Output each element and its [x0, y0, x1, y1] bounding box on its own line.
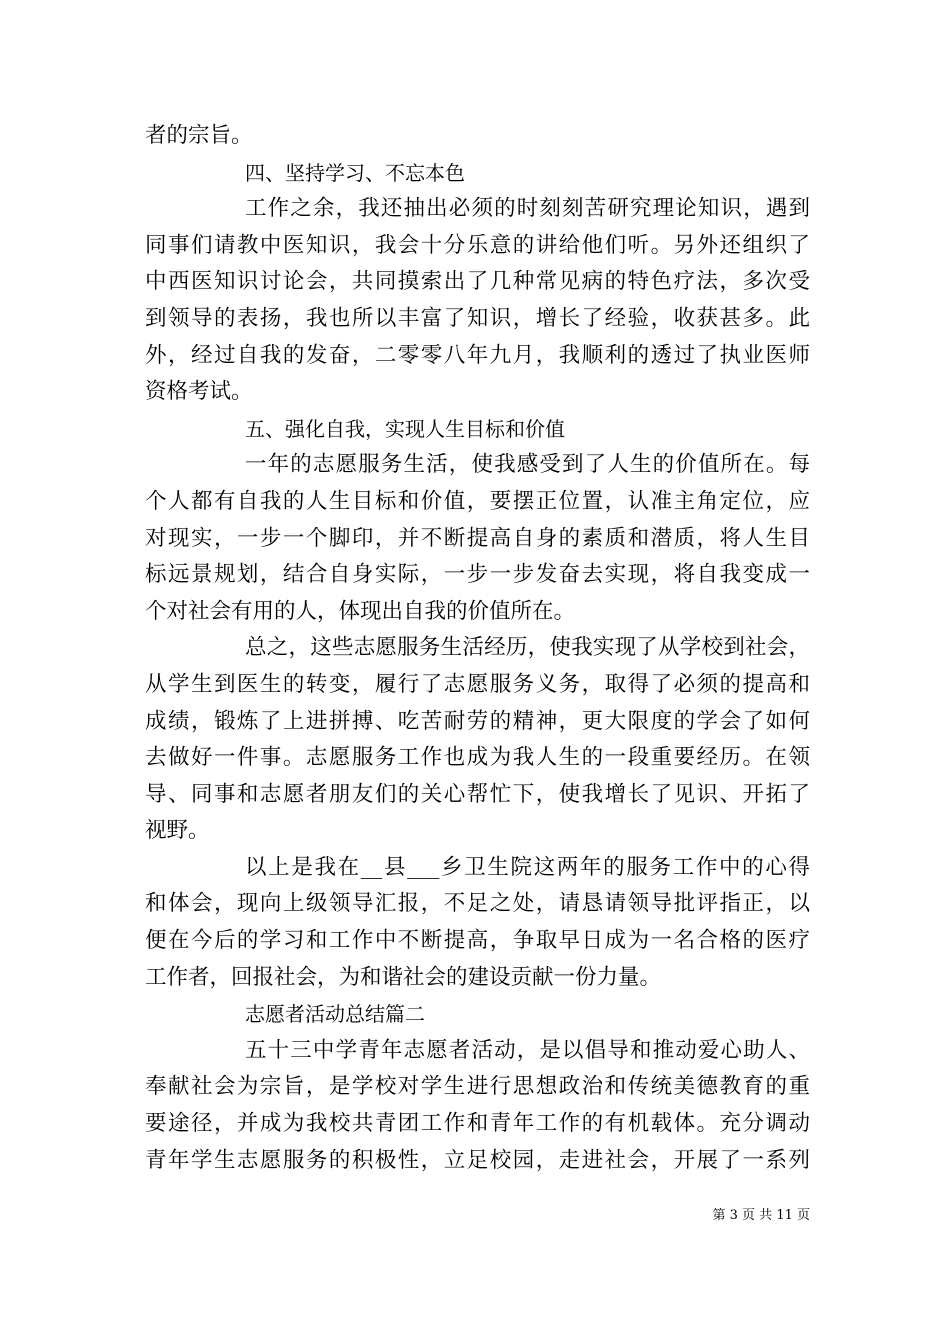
text-line: 工作者，回报社会，为和谐社会的建设贡献一份力量。 — [145, 964, 662, 990]
section-heading: 志愿者活动总结篇二 — [245, 1002, 425, 1027]
text-line: 要途径，并成为我校共青团工作和青年工作的有机载体。充分调动 — [145, 1111, 810, 1137]
text-line: 视野。 — [145, 818, 210, 844]
text-line: 资格考试。 — [145, 379, 253, 405]
text-line: 导、同事和志愿者朋友们的关心帮忙下，使我增长了见识、开拓了 — [145, 781, 810, 807]
text-line: 奉献社会为宗旨，是学校对学生进行思想政治和传统美德教育的重 — [145, 1074, 810, 1100]
text-line: 便在今后的学习和工作中不断提高，争取早日成为一名合格的医疗 — [145, 928, 810, 954]
text-line: 对现实，一步一个脚印，并不断提高自身的素质和潜质，将人生目 — [145, 525, 810, 551]
text-line: 成绩，锻炼了上进拼搏、吃苦耐劳的精神，更大限度的学会了如何 — [145, 708, 810, 734]
text-line: 标远景规划，结合自身实际，一步一步发奋去实现，将自我变成一 — [145, 562, 810, 588]
text-line: 青年学生志愿服务的积极性，立足校园，走进社会，开展了一系列 — [145, 1147, 810, 1173]
text-line: 中西医知识讨论会，共同摸索出了几种常见病的特色疗法，多次受 — [145, 269, 810, 295]
text-line: 外，经过自我的发奋，二零零八年九月，我顺利的透过了执业医师 — [145, 342, 810, 368]
page-number-footer: 第 3 页 共 11 页 — [712, 1208, 810, 1223]
section-heading: 五、强化自我，实现人生目标和价值 — [245, 416, 565, 441]
text-line: 者的宗旨。 — [145, 123, 253, 148]
text-line: 去做好一件事。志愿服务工作也成为我人生的一段重要经历。在领 — [145, 745, 810, 771]
text-line: 和体会，现向上级领导汇报，不足之处，请恳请领导批评指正，以 — [145, 891, 810, 917]
text-line: 总之，这些志愿服务生活经历，使我实现了从学校到社会， — [245, 635, 810, 661]
text-line: 同事们请教中医知识，我会十分乐意的讲给他们听。另外还组织了 — [145, 232, 810, 258]
text-line: 一年的志愿服务生活，使我感受到了人生的价值所在。每 — [245, 452, 810, 478]
text-line: 五十三中学青年志愿者活动，是以倡导和推动爱心助人、 — [245, 1037, 810, 1063]
text-line: 个对社会有用的人，体现出自我的价值所在。 — [145, 598, 576, 624]
text-line: 工作之余，我还抽出必须的时刻刻苦研究理论知识，遇到 — [245, 196, 810, 222]
section-heading: 四、坚持学习、不忘本色 — [245, 160, 465, 185]
text-line: 以上是我在__县___乡卫生院这两年的服务工作中的心得 — [245, 854, 810, 880]
text-line: 从学生到医生的转变，履行了志愿服务义务，取得了必须的提高和 — [145, 671, 810, 697]
text-line: 个人都有自我的人生目标和价值，要摆正位置，认准主角定位，应 — [145, 488, 810, 514]
document-body — [145, 118, 810, 1179]
text-line: 到领导的表扬，我也所以丰富了知识，增长了经验，收获甚多。此 — [145, 305, 810, 331]
